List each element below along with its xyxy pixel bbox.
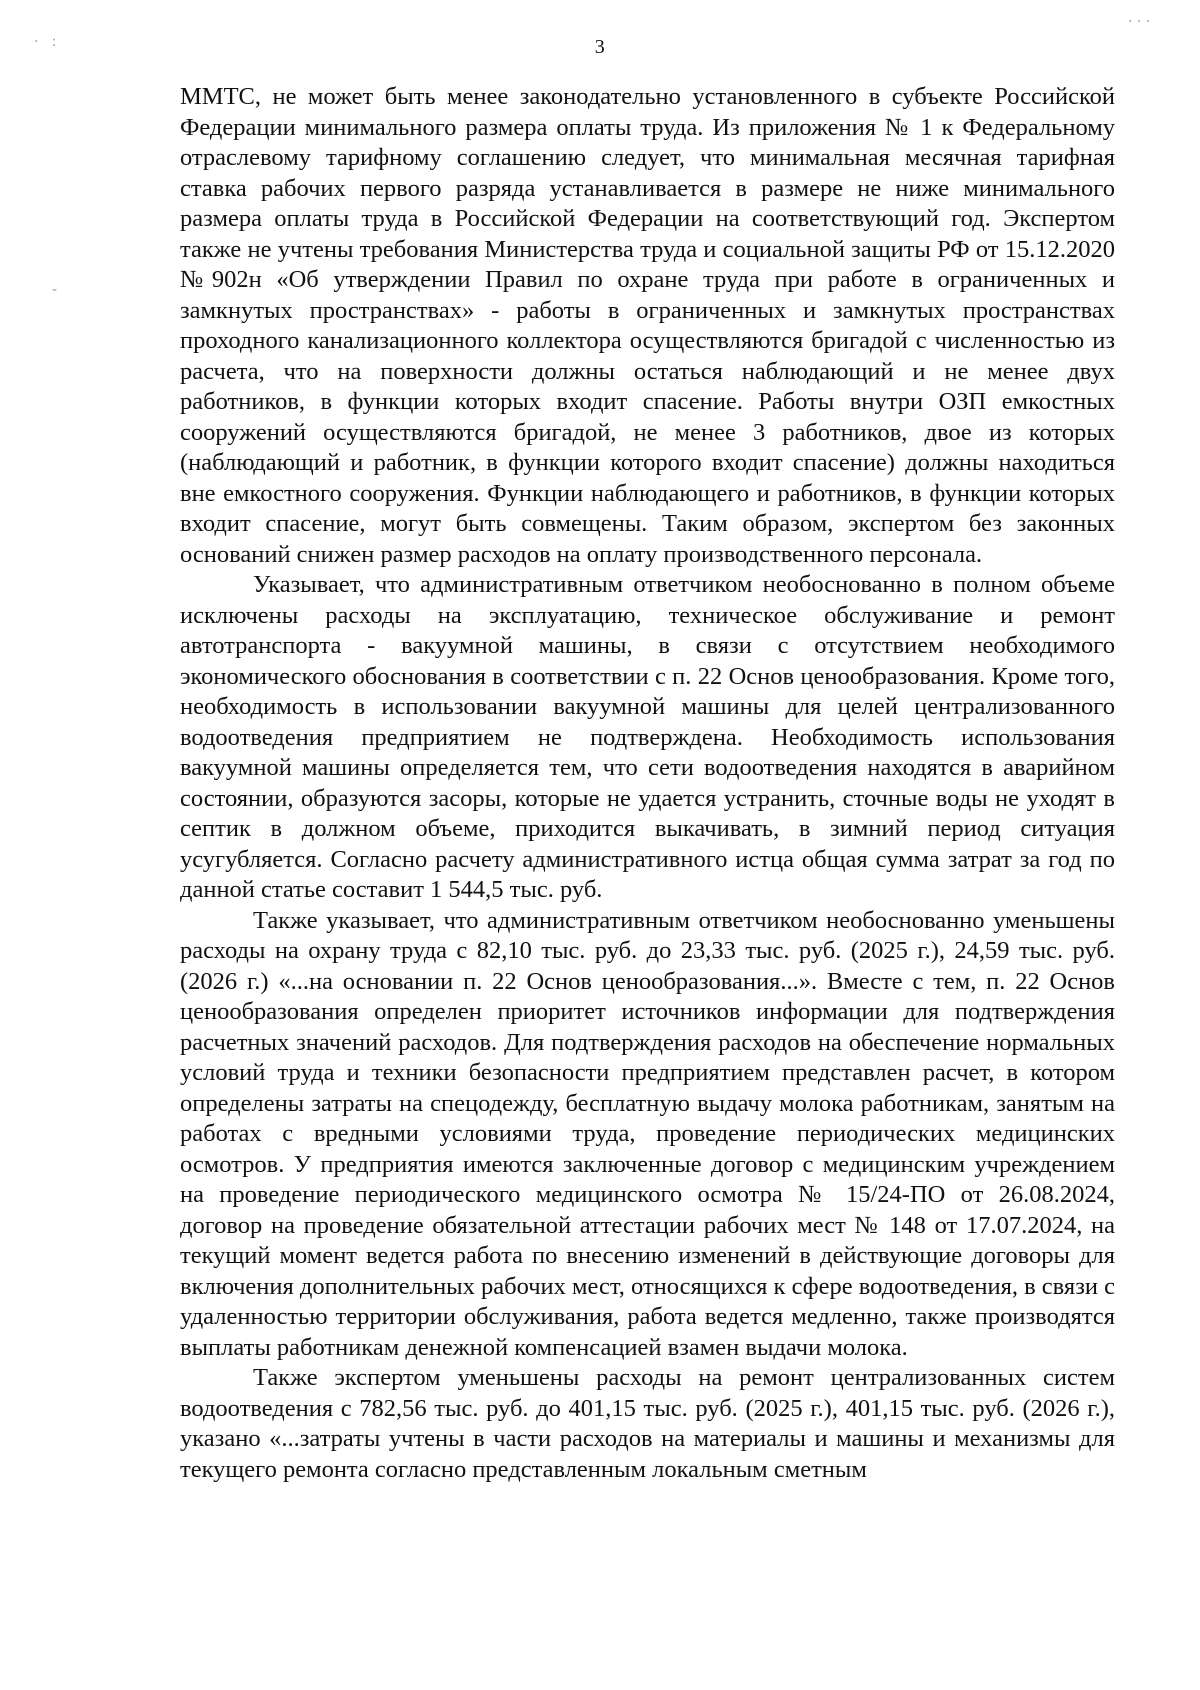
body-text <box>180 82 1115 1485</box>
scan-speck: · · · <box>1128 14 1151 30</box>
paragraph: Указывает, что административным ответчиком необоснованно в полном объеме исключены расходы на эксплуатацию, техническое обслуживание и ремонт автотранспорта - вакуумной машины, в связи с отсутствием необходимого экономического обоснования в соответствии с п. 22 Основ ценообразования. Кроме того, необходимость в использовании вакуумной машины для целей централизованного водоотведения предприятием не подтверждена. Необходимость использования вакуумной машины определяется тем, что сети водоотведения находятся в аварийном состоянии, образуются засоры, которые не удается устранить, сточные воды не уходят в септик в должном объеме, приходится выкачивать, в зимний период ситуация усугубляется. Согласно расчету административного истца общая сумма затрат за год по данной статье составит 1 544,5 тыс. руб. <box>180 571 1115 903</box>
page-number: 3 <box>594 36 606 58</box>
scan-speck: - <box>52 282 58 298</box>
paragraph: ММТС, не может быть менее законодательно установленного в субъекте Российской Федерации минимального размера оплаты труда. Из приложения № 1 к Федеральному отраслевому тарифному соглашению следует, что минимальная месячная тарифная ставка рабочих первого разряда устанавливается в размере не ниже минимального размера оплаты труда в Российской Федерации на соответствующий год. Экспертом также не учтены требования Министерства труда и социальной защиты РФ от 15.12.2020 №902н «Об утверждении Правил по охране труда при работе в ограниченных и замкнутых пространствах» - работы в ограниченных и замкнутых пространствах проходного канализационного коллектора осуществляются бригадой с численностью из расчета, что на поверхности должны остаться наблюдающий и не менее двух работников, в функции которых входит спасение. Работы внутри ОЗП емкостных сооружений осуществляются бригадой, не менее 3 работников, двое из которых (наблюдающий и работник, в функции которого входит спасение) должны находиться вне емкостного сооружения. Функции наблюдающего и работников, в функции которых входит спасение, могут быть совмещены. Таким образом, экспертом без законных оснований снижен размер расходов на оплату производственного персонала. <box>180 83 1115 568</box>
paragraph: Также экспертом уменьшены расходы на ремонт централизованных систем водоотведения с 782,56 тыс. руб. до 401,15 тыс. руб. (2025 г.), 401,15 тыс. руб. (2026 г.), указано «...затраты учтены в части расходов на материалы и машины и механизмы для текущего ремонта согласно представленным локальным сметным <box>180 1364 1115 1483</box>
scan-speck: · : <box>34 34 57 50</box>
paragraph: Также указывает, что административным ответчиком необоснованно уменьшены расходы на охрану труда с 82,10 тыс. руб. до 23,33 тыс. руб. (2025 г.), 24,59 тыс. руб. (2026 г.) «...на основании п. 22 Основ ценообразования...». Вместе с тем, п. 22 Основ ценообразования определен приоритет источников информации для подтверждения расчетных значений расходов. Для подтверждения расходов на обеспечение нормальных условий труда и техники безопасности предприятием представлен расчет, в котором определены затраты на спецодежду, бесплатную выдачу молока работникам, занятым на работах с вредными условиями труда, проведение периодических медицинских осмотров. У предприятия имеются заключенные договор с медицинским учреждением на проведение периодического медицинского осмотра № 15/24-ПО от 26.08.2024, договор на проведение обязательной аттестации рабочих мест № 148 от 17.07.2024, на текущий момент ведется работа по внесению изменений в действующие договоры для включения дополнительных рабочих мест, относящихся к сфере водоотведения, в связи с удаленностью территории обслуживания, работа ведется медленно, также производятся выплаты работникам денежной компенсацией взамен выдачи молока. <box>180 906 1115 1361</box>
